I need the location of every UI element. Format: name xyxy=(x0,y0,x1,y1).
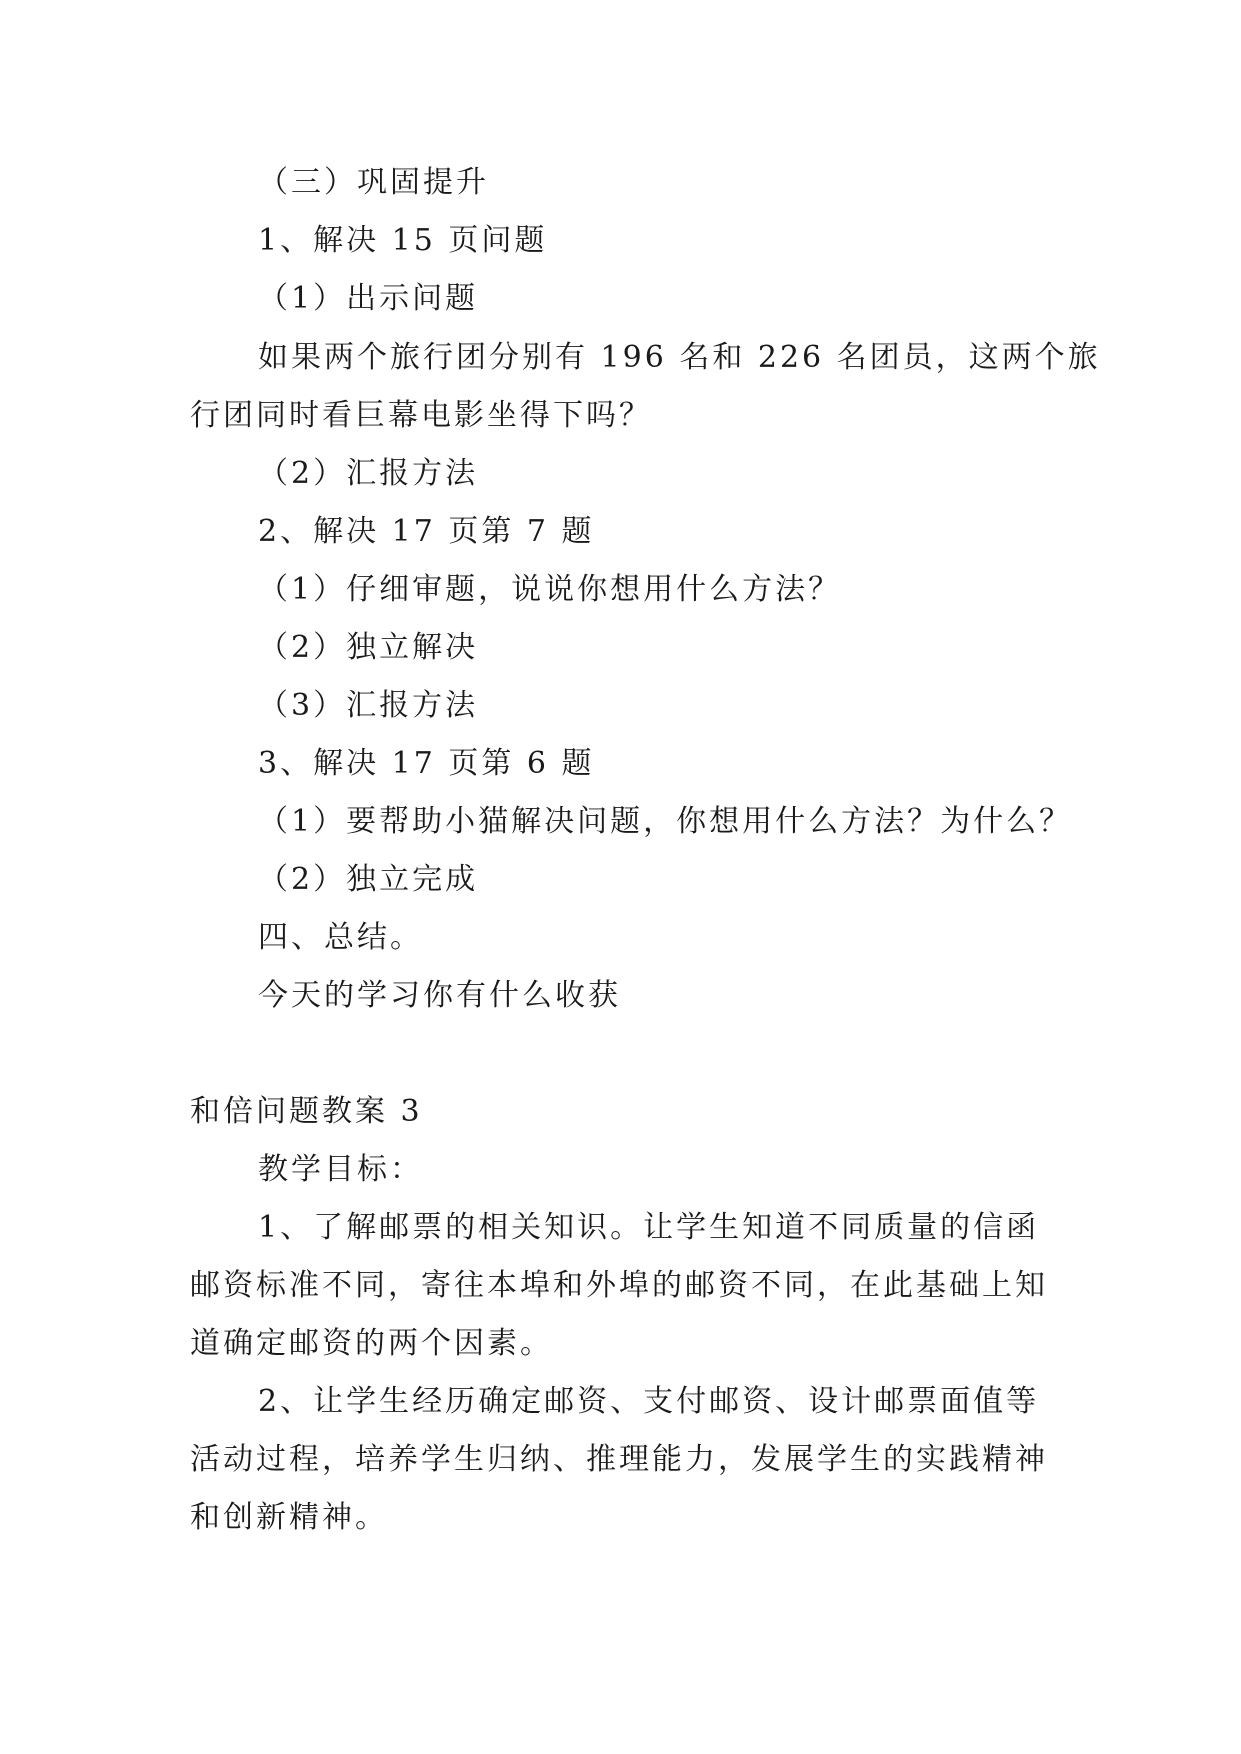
paragraph-line: （2）独立解决 xyxy=(258,630,479,665)
paragraph-line: （1）要帮助小猫解决问题，你想用什么方法？为什么？ xyxy=(258,804,1073,839)
paragraph-line: 2、解决 17 页第 7 题 xyxy=(258,514,595,549)
paragraph-line: 四、总结。 xyxy=(258,920,423,955)
paragraph-line: 2、让学生经历确定邮资、支付邮资、设计邮票面值等 xyxy=(258,1384,1040,1419)
paragraph-line: 活动过程，培养学生归纳、推理能力，发展学生的实践精神 xyxy=(190,1442,1048,1477)
paragraph-line: 今天的学习你有什么收获 xyxy=(258,978,621,1013)
paragraph-line: （1）出示问题 xyxy=(258,281,479,316)
paragraph-line: 邮资标准不同，寄往本埠和外埠的邮资不同，在此基础上知 xyxy=(190,1268,1048,1303)
paragraph-line: 1、解决 15 页问题 xyxy=(258,223,548,258)
paragraph-line: 行团同时看巨幕电影坐得下吗？ xyxy=(190,398,652,433)
document-title: 和倍问题教案 3 xyxy=(190,1094,423,1129)
paragraph-line: 3、解决 17 页第 6 题 xyxy=(258,746,595,781)
paragraph-line: 如果两个旅行团分别有 196 名和 226 名团员，这两个旅 xyxy=(258,340,1101,375)
paragraph-line: 1、了解邮票的相关知识。让学生知道不同质量的信函 xyxy=(258,1210,1040,1245)
paragraph-line: （3）汇报方法 xyxy=(258,688,479,723)
section-heading: 教学目标： xyxy=(258,1152,423,1187)
paragraph-line: （1）仔细审题，说说你想用什么方法？ xyxy=(258,572,842,607)
paragraph-line: （2）汇报方法 xyxy=(258,456,479,491)
paragraph-line: 道确定邮资的两个因素。 xyxy=(190,1326,553,1361)
paragraph-line: 和创新精神。 xyxy=(190,1500,388,1535)
section-heading: （三）巩固提升 xyxy=(258,165,489,200)
paragraph-line: （2）独立完成 xyxy=(258,862,479,897)
